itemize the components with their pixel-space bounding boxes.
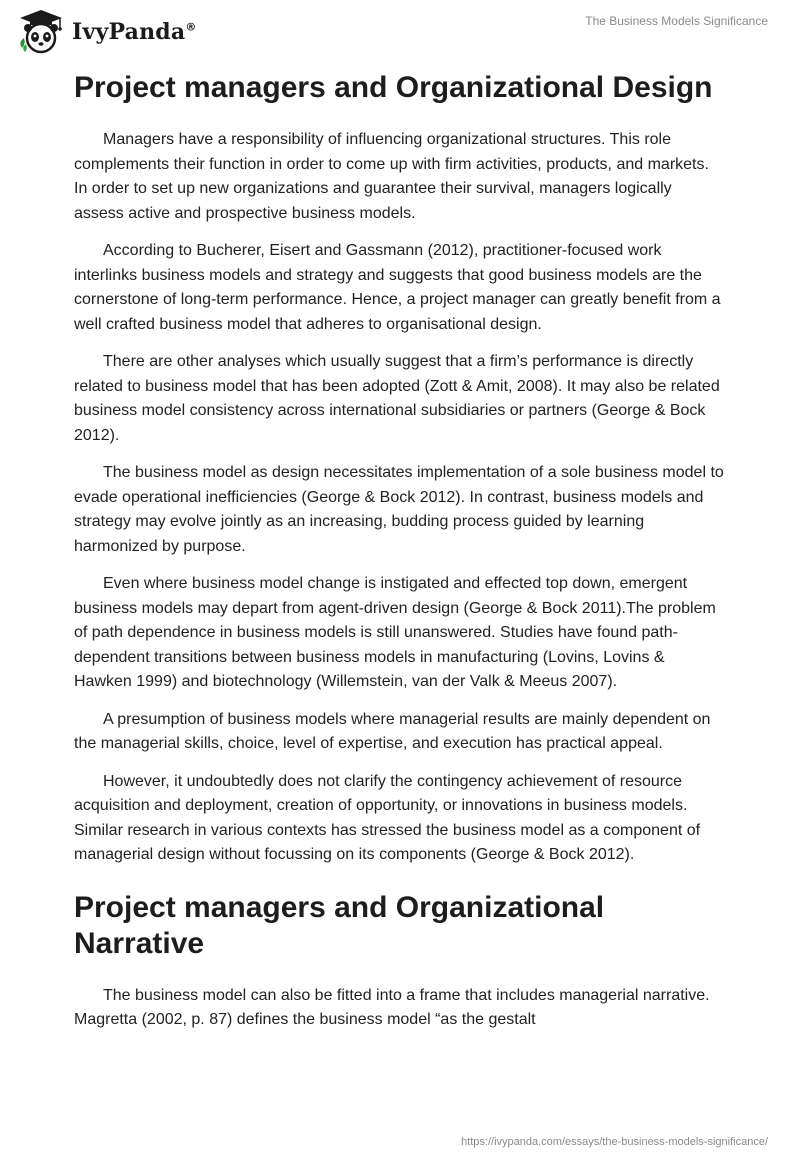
essay-content <box>74 70 724 1046</box>
brand-logo[interactable] <box>16 8 197 56</box>
section-heading: Project managers and Organizational Design <box>74 71 713 104</box>
section-heading: Project managers and Organizational Narrative <box>74 890 605 960</box>
panda-graduate-icon <box>16 8 66 56</box>
paragraph: The business model as design necessitates implementation of a sole business model to evade operational inefficiencies (George & Bock 2012). In contrast, business models and strategy may evolve jointly as an increasing, budding process guided by learning harmonized by purpose. <box>74 464 724 555</box>
paragraph: According to Bucherer, Eisert and Gassmann (2012), practitioner-focused work interlinks business models and strategy and suggests that good business models are the cornerstone of long-term performance. Hence, a project manager can greatly benefit from a well crafted business model that adheres to organisational design. <box>74 242 721 333</box>
brand-name: IvyPanda® <box>72 19 197 45</box>
paragraph: However, it undoubtedly does not clarify the contingency achievement of resource acquisition and deployment, creation of opportunity, or innovations in business models. Similar research in various contexts has stressed the business model as a component of managerial design without focussing on its components (George & Bock 2012). <box>74 772 701 863</box>
paragraph: A presumption of business models where managerial results are mainly dependent on the managerial skills, choice, level of expertise, and execution has practical appeal. <box>74 710 711 752</box>
paragraph: Managers have a responsibility of influencing organizational structures. This role complements their function in order to come up with firm activities, products, and markets. In order to set up new organizations and guarantee their survival, managers logically assess active and prospective business models. <box>74 131 709 222</box>
paragraph: Even where business model change is instigated and effected top down, emergent business models may depart from agent-driven design (George & Bock 2011).The problem of path dependence in business models is still unanswered. Studies have found path-dependent transitions between business models in manufacturing (Lovins, Lovins & Hawken 1999) and biotechnology (Willemstein, van der Valk & Meeus 2007). <box>74 575 716 690</box>
document-title: The Business Models Significance <box>585 14 768 28</box>
paragraph: The business model can also be fitted into a frame that includes managerial narrative. Magretta (2002, p. 87) defines the business model “as the gestalt <box>74 986 710 1028</box>
source-url[interactable]: https://ivypanda.com/essays/the-business-models-significance/ <box>461 1136 768 1148</box>
page-header <box>0 0 800 60</box>
paragraph: There are other analyses which usually suggest that a firm’s performance is directly related to business model that has been adopted (Zott & Amit, 2008). It may also be related business model consistency across international subsidiaries or partners (George & Bock 2012). <box>74 353 720 444</box>
